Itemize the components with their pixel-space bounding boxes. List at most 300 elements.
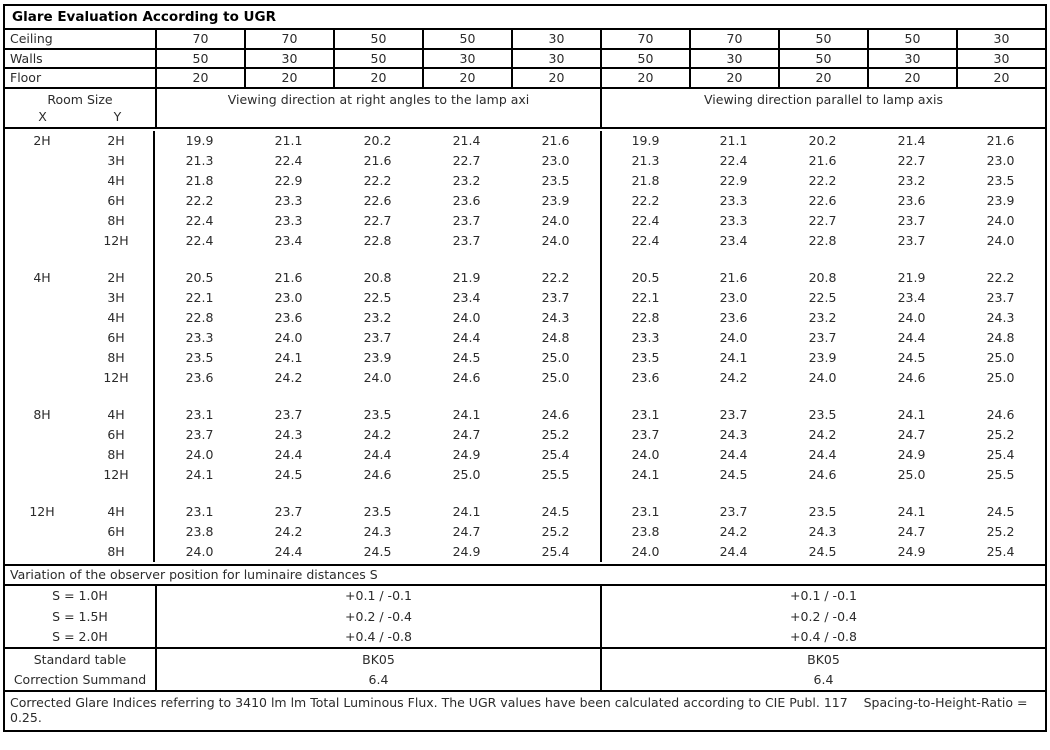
summary-label: Standard table bbox=[33, 651, 127, 667]
surface-value: 30 bbox=[422, 50, 511, 68]
ugr-value: 23.7 bbox=[274, 407, 303, 422]
room-y-value: 6H bbox=[79, 522, 155, 542]
room-x-value bbox=[5, 328, 79, 348]
room-size-label: Room Size bbox=[47, 91, 113, 107]
room-x-value bbox=[5, 211, 79, 231]
ugr-value: 24.0 bbox=[363, 370, 392, 385]
ugr-value: 20.5 bbox=[600, 268, 689, 288]
ugr-value: 23.2 bbox=[808, 310, 837, 325]
surface-value: 70 bbox=[689, 30, 778, 48]
ugr-value: 24.1 bbox=[185, 467, 214, 482]
ugr-value: 24.0 bbox=[719, 330, 748, 345]
summary-row bbox=[5, 670, 1045, 691]
ugr-value: 23.5 bbox=[185, 350, 214, 365]
ugr-value: 22.7 bbox=[452, 153, 481, 168]
ugr-value: 24.8 bbox=[541, 330, 570, 345]
ugr-value: 24.9 bbox=[897, 447, 926, 462]
summary-value-left: 6.4 bbox=[155, 670, 600, 691]
surface-row-walls bbox=[5, 50, 1045, 70]
footer-note: Corrected Glare Indices referring to 3410 lm lm Total Luminous Flux. The UGR values have been calculated according to CIE Publ. 117 Spacing-to-Height-Ratio = 0.25. bbox=[10, 695, 1032, 725]
ugr-value: 23.0 bbox=[541, 153, 570, 168]
variation-value-right: +0.4 / -0.8 bbox=[600, 627, 1045, 648]
room-x-value bbox=[5, 171, 79, 191]
ugr-value: 22.6 bbox=[808, 193, 837, 208]
ugr-value: 23.3 bbox=[274, 193, 303, 208]
ugr-value: 24.7 bbox=[452, 427, 481, 442]
ugr-value: 23.5 bbox=[541, 173, 570, 188]
ugr-value: 19.9 bbox=[600, 131, 689, 151]
ugr-value bbox=[511, 485, 600, 502]
ugr-value: 22.8 bbox=[185, 310, 214, 325]
room-x-value bbox=[5, 445, 79, 465]
room-xy-labels bbox=[5, 107, 155, 124]
ugr-row bbox=[5, 308, 1045, 328]
ugr-value: 19.9 bbox=[185, 133, 214, 148]
room-y-value bbox=[79, 485, 155, 502]
ugr-value: 24.0 bbox=[600, 445, 689, 465]
ugr-value: 25.5 bbox=[541, 467, 570, 482]
ugr-value: 24.3 bbox=[808, 524, 837, 539]
ugr-value: 23.7 bbox=[452, 213, 481, 228]
ugr-value: 24.4 bbox=[719, 544, 748, 559]
ugr-value bbox=[511, 388, 600, 405]
ugr-value bbox=[689, 485, 778, 502]
summary-label: Correction Summand bbox=[13, 672, 147, 688]
ugr-value: 24.4 bbox=[363, 447, 392, 462]
variation-row bbox=[5, 627, 1045, 648]
surface-value: 20 bbox=[244, 69, 333, 87]
ugr-value: 24.4 bbox=[274, 447, 303, 462]
ugr-row bbox=[5, 328, 1045, 348]
section-gap-row bbox=[5, 485, 1045, 502]
ugr-value: 24.6 bbox=[986, 407, 1015, 422]
right-viewing-direction-heading: Viewing direction parallel to lamp axis bbox=[600, 89, 1045, 127]
ugr-value: 24.9 bbox=[897, 544, 926, 559]
ugr-value: 20.2 bbox=[808, 133, 837, 148]
ugr-value: 23.2 bbox=[452, 173, 481, 188]
y-axis-label: Y bbox=[113, 108, 122, 124]
room-y-value: 4H bbox=[79, 308, 155, 328]
variation-row bbox=[5, 606, 1045, 627]
surface-value: 30 bbox=[511, 30, 600, 48]
room-x-value: 4H bbox=[33, 270, 51, 285]
ugr-value: 24.6 bbox=[363, 467, 392, 482]
surface-value: 50 bbox=[867, 30, 956, 48]
ugr-value: 22.9 bbox=[719, 173, 748, 188]
surface-reflectance-rows bbox=[5, 30, 1045, 89]
ugr-value: 23.9 bbox=[808, 350, 837, 365]
ugr-value: 23.7 bbox=[363, 330, 392, 345]
room-y-value: 12H bbox=[79, 465, 155, 485]
room-y-value: 4H bbox=[79, 502, 155, 522]
variation-label: S = 1.5H bbox=[52, 608, 108, 624]
surface-value: 30 bbox=[511, 50, 600, 68]
room-x-value bbox=[5, 308, 79, 328]
room-y-value: 8H bbox=[79, 211, 155, 231]
ugr-value: 23.7 bbox=[719, 504, 748, 519]
surface-value: 70 bbox=[244, 30, 333, 48]
ugr-value: 24.3 bbox=[363, 524, 392, 539]
ugr-value: 24.2 bbox=[274, 524, 303, 539]
room-y-value: 4H bbox=[79, 405, 155, 425]
ugr-value: 21.3 bbox=[600, 151, 689, 171]
ugr-row bbox=[5, 131, 1045, 151]
ugr-value: 24.0 bbox=[185, 447, 214, 462]
ugr-data-area bbox=[5, 129, 1045, 566]
ugr-value: 24.7 bbox=[897, 524, 926, 539]
ugr-value: 22.4 bbox=[719, 153, 748, 168]
room-y-value: 6H bbox=[79, 191, 155, 211]
ugr-value: 20.2 bbox=[363, 133, 392, 148]
ugr-value: 22.8 bbox=[808, 233, 837, 248]
ugr-value: 24.0 bbox=[452, 310, 481, 325]
ugr-value: 24.2 bbox=[274, 370, 303, 385]
surface-value: 50 bbox=[600, 50, 689, 68]
ugr-value bbox=[689, 388, 778, 405]
ugr-value: 23.3 bbox=[719, 213, 748, 228]
ugr-value: 25.4 bbox=[986, 544, 1015, 559]
ugr-value: 25.4 bbox=[541, 447, 570, 462]
ugr-value: 23.7 bbox=[274, 504, 303, 519]
ugr-value: 24.1 bbox=[452, 407, 481, 422]
ugr-value: 25.2 bbox=[986, 524, 1015, 539]
surface-value: 30 bbox=[689, 50, 778, 68]
ugr-value: 24.1 bbox=[274, 350, 303, 365]
ugr-row bbox=[5, 191, 1045, 211]
ugr-value: 23.5 bbox=[808, 407, 837, 422]
ugr-value: 23.3 bbox=[719, 193, 748, 208]
ugr-row bbox=[5, 288, 1045, 308]
variation-label: S = 1.0H bbox=[52, 588, 108, 604]
ugr-value: 21.6 bbox=[986, 133, 1015, 148]
ugr-value: 24.2 bbox=[808, 427, 837, 442]
ugr-value: 23.5 bbox=[986, 173, 1015, 188]
surface-value: 20 bbox=[155, 69, 244, 87]
ugr-value: 21.6 bbox=[719, 270, 748, 285]
ugr-value: 22.7 bbox=[363, 213, 392, 228]
ugr-value: 21.8 bbox=[600, 171, 689, 191]
surface-value: 50 bbox=[422, 30, 511, 48]
room-y-value: 12H bbox=[79, 368, 155, 388]
summary-value-right: BK05 bbox=[600, 649, 1045, 670]
ugr-value: 22.4 bbox=[185, 213, 214, 228]
ugr-value: 22.4 bbox=[185, 233, 214, 248]
room-x-value bbox=[5, 425, 79, 445]
ugr-value: 21.6 bbox=[541, 133, 570, 148]
surface-value: 50 bbox=[778, 50, 867, 68]
ugr-value: 23.7 bbox=[719, 407, 748, 422]
room-x-value bbox=[5, 485, 79, 502]
ugr-value: 24.0 bbox=[986, 233, 1015, 248]
ugr-value: 22.1 bbox=[185, 290, 214, 305]
ugr-row bbox=[5, 542, 1045, 562]
ugr-value: 21.6 bbox=[808, 153, 837, 168]
ugr-value: 21.1 bbox=[719, 133, 748, 148]
room-x-value bbox=[5, 522, 79, 542]
surface-label: Ceiling bbox=[10, 31, 53, 47]
ugr-value bbox=[867, 388, 956, 405]
surface-value: 20 bbox=[867, 69, 956, 87]
room-x-value: 2H bbox=[33, 133, 51, 148]
surface-label: Walls bbox=[10, 50, 43, 66]
ugr-value: 21.4 bbox=[897, 133, 926, 148]
ugr-value: 24.6 bbox=[808, 467, 837, 482]
ugr-value: 22.4 bbox=[600, 211, 689, 231]
ugr-value: 21.4 bbox=[452, 133, 481, 148]
ugr-value: 24.0 bbox=[897, 310, 926, 325]
ugr-value: 24.7 bbox=[897, 427, 926, 442]
x-axis-label: X bbox=[38, 108, 47, 124]
ugr-value: 23.3 bbox=[600, 328, 689, 348]
ugr-value: 25.5 bbox=[986, 467, 1015, 482]
ugr-value: 24.5 bbox=[541, 504, 570, 519]
ugr-value bbox=[333, 251, 422, 268]
ugr-value: 23.6 bbox=[719, 310, 748, 325]
ugr-value: 25.0 bbox=[986, 350, 1015, 365]
ugr-value: 25.0 bbox=[897, 467, 926, 482]
ugr-row bbox=[5, 445, 1045, 465]
ugr-value: 21.9 bbox=[897, 270, 926, 285]
ugr-value: 24.8 bbox=[986, 330, 1015, 345]
ugr-value: 23.1 bbox=[185, 504, 214, 519]
variation-rows bbox=[5, 586, 1045, 650]
surface-value: 70 bbox=[600, 30, 689, 48]
ugr-value: 23.6 bbox=[185, 370, 214, 385]
surface-value: 20 bbox=[422, 69, 511, 87]
ugr-value: 25.4 bbox=[541, 544, 570, 559]
variation-row bbox=[5, 586, 1045, 607]
ugr-value: 24.3 bbox=[719, 427, 748, 442]
ugr-value: 23.6 bbox=[452, 193, 481, 208]
ugr-value: 21.6 bbox=[363, 153, 392, 168]
ugr-value: 22.4 bbox=[274, 153, 303, 168]
room-y-value: 2H bbox=[79, 268, 155, 288]
ugr-value: 22.8 bbox=[363, 233, 392, 248]
ugr-value bbox=[422, 388, 511, 405]
room-x-value bbox=[5, 251, 79, 268]
ugr-value bbox=[600, 485, 689, 502]
ugr-value: 24.0 bbox=[185, 544, 214, 559]
ugr-value: 24.5 bbox=[452, 350, 481, 365]
ugr-value bbox=[511, 251, 600, 268]
ugr-value: 21.8 bbox=[185, 173, 214, 188]
ugr-value: 25.0 bbox=[452, 467, 481, 482]
room-x-value: 12H bbox=[29, 504, 55, 519]
ugr-value: 24.5 bbox=[274, 467, 303, 482]
ugr-row bbox=[5, 171, 1045, 191]
ugr-row bbox=[5, 522, 1045, 542]
ugr-row bbox=[5, 405, 1045, 425]
ugr-value: 24.5 bbox=[808, 544, 837, 559]
variation-value-left: +0.1 / -0.1 bbox=[155, 586, 600, 607]
surface-row-floor bbox=[5, 69, 1045, 89]
ugr-value: 23.3 bbox=[274, 213, 303, 228]
left-viewing-direction-heading: Viewing direction at right angles to the lamp axi bbox=[155, 89, 600, 127]
ugr-value: 23.7 bbox=[808, 330, 837, 345]
room-x-value bbox=[5, 231, 79, 251]
ugr-value: 25.2 bbox=[541, 524, 570, 539]
ugr-value: 24.6 bbox=[897, 370, 926, 385]
ugr-value: 24.2 bbox=[363, 427, 392, 442]
ugr-value: 23.4 bbox=[897, 290, 926, 305]
ugr-value: 23.5 bbox=[600, 348, 689, 368]
ugr-value: 24.2 bbox=[719, 524, 748, 539]
ugr-value: 25.0 bbox=[541, 370, 570, 385]
ugr-value: 23.7 bbox=[600, 425, 689, 445]
ugr-value: 23.4 bbox=[274, 233, 303, 248]
table-title: Glare Evaluation According to UGR bbox=[5, 6, 1045, 30]
section-gap-row bbox=[5, 388, 1045, 405]
ugr-value: 22.2 bbox=[363, 173, 392, 188]
ugr-value: 22.2 bbox=[808, 173, 837, 188]
ugr-row bbox=[5, 502, 1045, 522]
surface-value: 20 bbox=[511, 69, 600, 87]
ugr-value: 24.0 bbox=[541, 233, 570, 248]
ugr-value bbox=[956, 388, 1045, 405]
ugr-value: 23.7 bbox=[897, 233, 926, 248]
variation-value-left: +0.2 / -0.4 bbox=[155, 606, 600, 627]
ugr-value: 24.3 bbox=[274, 427, 303, 442]
ugr-value: 20.8 bbox=[363, 270, 392, 285]
summary-rows bbox=[5, 649, 1045, 692]
ugr-value bbox=[600, 251, 689, 268]
variation-value-left: +0.4 / -0.8 bbox=[155, 627, 600, 648]
ugr-table bbox=[3, 4, 1047, 732]
ugr-value: 21.9 bbox=[452, 270, 481, 285]
ugr-value: 25.4 bbox=[986, 447, 1015, 462]
room-y-value: 3H bbox=[79, 151, 155, 171]
ugr-value bbox=[778, 485, 867, 502]
room-x-value: 8H bbox=[33, 407, 51, 422]
ugr-value: 24.3 bbox=[986, 310, 1015, 325]
ugr-value: 24.4 bbox=[452, 330, 481, 345]
room-y-value bbox=[79, 388, 155, 405]
ugr-value bbox=[422, 485, 511, 502]
ugr-value bbox=[155, 388, 244, 405]
ugr-value: 23.1 bbox=[600, 502, 689, 522]
room-size-header bbox=[5, 89, 155, 127]
ugr-value: 23.7 bbox=[185, 427, 214, 442]
ugr-value: 24.0 bbox=[274, 330, 303, 345]
surface-value: 70 bbox=[155, 30, 244, 48]
ugr-value: 23.9 bbox=[986, 193, 1015, 208]
ugr-value: 21.1 bbox=[274, 133, 303, 148]
room-y-value: 8H bbox=[79, 445, 155, 465]
room-y-value: 8H bbox=[79, 348, 155, 368]
room-y-value: 12H bbox=[79, 231, 155, 251]
ugr-value: 24.0 bbox=[808, 370, 837, 385]
ugr-value: 24.4 bbox=[808, 447, 837, 462]
ugr-value: 23.7 bbox=[897, 213, 926, 228]
ugr-value: 22.5 bbox=[808, 290, 837, 305]
ugr-value: 22.1 bbox=[600, 288, 689, 308]
room-x-value bbox=[5, 348, 79, 368]
surface-value: 20 bbox=[333, 69, 422, 87]
ugr-value: 24.1 bbox=[897, 407, 926, 422]
ugr-value bbox=[244, 485, 333, 502]
ugr-value: 23.4 bbox=[452, 290, 481, 305]
ugr-value: 23.0 bbox=[719, 290, 748, 305]
ugr-value: 24.2 bbox=[719, 370, 748, 385]
ugr-value: 23.0 bbox=[986, 153, 1015, 168]
variation-value-right: +0.2 / -0.4 bbox=[600, 606, 1045, 627]
surface-label: Floor bbox=[10, 70, 42, 86]
ugr-value: 24.0 bbox=[541, 213, 570, 228]
room-y-value bbox=[79, 251, 155, 268]
ugr-value bbox=[333, 485, 422, 502]
ugr-value: 23.5 bbox=[363, 407, 392, 422]
variation-value-right: +0.1 / -0.1 bbox=[600, 586, 1045, 607]
ugr-value: 24.1 bbox=[452, 504, 481, 519]
room-x-value bbox=[5, 288, 79, 308]
surface-value: 20 bbox=[689, 69, 778, 87]
surface-value: 20 bbox=[600, 69, 689, 87]
ugr-value: 24.4 bbox=[274, 544, 303, 559]
ugr-value: 23.5 bbox=[363, 504, 392, 519]
summary-row bbox=[5, 649, 1045, 670]
ugr-value: 22.9 bbox=[274, 173, 303, 188]
room-x-value bbox=[5, 388, 79, 405]
room-y-value: 3H bbox=[79, 288, 155, 308]
ugr-value: 22.2 bbox=[541, 270, 570, 285]
ugr-value: 23.9 bbox=[541, 193, 570, 208]
ugr-value: 22.2 bbox=[185, 193, 214, 208]
ugr-value: 23.6 bbox=[897, 193, 926, 208]
ugr-value: 24.3 bbox=[541, 310, 570, 325]
ugr-value bbox=[956, 251, 1045, 268]
ugr-value: 22.7 bbox=[897, 153, 926, 168]
ugr-row bbox=[5, 348, 1045, 368]
ugr-value bbox=[333, 388, 422, 405]
room-y-value: 8H bbox=[79, 542, 155, 562]
ugr-value bbox=[689, 251, 778, 268]
ugr-row bbox=[5, 231, 1045, 251]
ugr-value: 23.8 bbox=[600, 522, 689, 542]
surface-value: 30 bbox=[244, 50, 333, 68]
column-header-row bbox=[5, 89, 1045, 129]
summary-value-right: 6.4 bbox=[600, 670, 1045, 691]
room-y-value: 6H bbox=[79, 328, 155, 348]
ugr-value: 23.5 bbox=[808, 504, 837, 519]
ugr-row bbox=[5, 425, 1045, 445]
ugr-value bbox=[778, 388, 867, 405]
surface-value: 50 bbox=[333, 30, 422, 48]
ugr-row bbox=[5, 368, 1045, 388]
ugr-value bbox=[244, 251, 333, 268]
ugr-value: 24.6 bbox=[452, 370, 481, 385]
ugr-value: 24.9 bbox=[452, 447, 481, 462]
ugr-value: 21.6 bbox=[274, 270, 303, 285]
ugr-value: 23.7 bbox=[541, 290, 570, 305]
surface-value: 30 bbox=[956, 30, 1045, 48]
ugr-value: 23.1 bbox=[185, 407, 214, 422]
ugr-value bbox=[155, 485, 244, 502]
ugr-value: 23.6 bbox=[274, 310, 303, 325]
surface-value: 30 bbox=[867, 50, 956, 68]
surface-value: 20 bbox=[778, 69, 867, 87]
room-y-value: 2H bbox=[79, 131, 155, 151]
ugr-row bbox=[5, 151, 1045, 171]
room-x-value bbox=[5, 465, 79, 485]
ugr-value: 24.1 bbox=[897, 504, 926, 519]
ugr-value: 22.5 bbox=[363, 290, 392, 305]
ugr-value: 24.0 bbox=[986, 213, 1015, 228]
ugr-value: 24.1 bbox=[719, 350, 748, 365]
surface-row-ceiling bbox=[5, 30, 1045, 50]
ugr-value: 23.2 bbox=[363, 310, 392, 325]
ugr-value: 25.2 bbox=[541, 427, 570, 442]
section-gap-row bbox=[5, 251, 1045, 268]
